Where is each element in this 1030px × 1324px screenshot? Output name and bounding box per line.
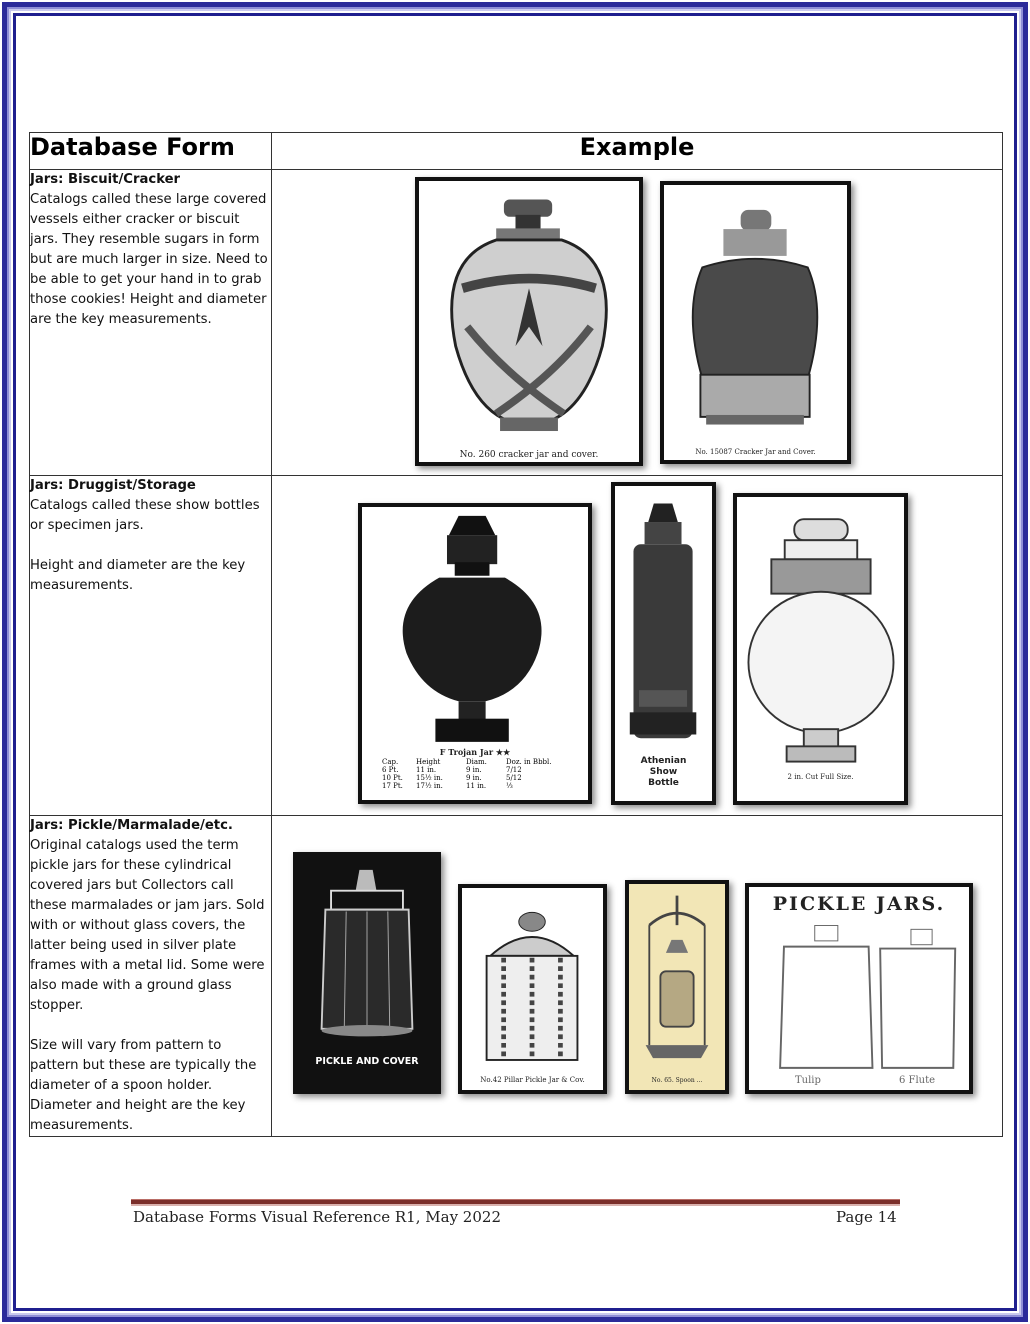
image-caption: No.42 Pillar Pickle Jar & Cov. xyxy=(480,1076,585,1084)
spec-cell: 15½ in. xyxy=(416,774,443,782)
database-form-table xyxy=(29,132,1003,1137)
spec-header-row xyxy=(382,758,582,766)
table-row xyxy=(30,816,1003,1137)
spec-cell: 11 in. xyxy=(416,766,437,774)
image-caption: PICKLE JARS. xyxy=(772,893,946,915)
row-title: Jars: Pickle/Marmalade/etc. xyxy=(30,818,233,833)
row-title: Jars: Biscuit/Cracker xyxy=(30,172,181,187)
spec-row xyxy=(382,774,582,782)
pickle-jars-drawing xyxy=(749,887,969,1090)
spec-table xyxy=(382,758,582,790)
row-title: Jars: Druggist/Storage xyxy=(30,478,196,493)
image-caption: PICKLE AND COVER xyxy=(315,1056,419,1067)
row-examples xyxy=(272,816,1003,1137)
row-description xyxy=(30,476,272,816)
spec-cell: 11 in. xyxy=(466,782,487,790)
athenian-show-bottle-image xyxy=(611,482,716,805)
spec-row xyxy=(382,782,582,790)
spec-row xyxy=(382,766,582,774)
cracker-jar-15087-drawing xyxy=(664,185,847,460)
pickle-castor-drawing xyxy=(629,884,725,1090)
caption-line: Athenian xyxy=(640,756,687,766)
spec-cell: Diam. xyxy=(466,758,487,766)
pillar-pickle-drawing xyxy=(462,888,603,1090)
caption-line: Bottle xyxy=(648,778,679,788)
spec-cell: 9 in. xyxy=(466,774,482,782)
image-caption: No. 65. Spoon ... xyxy=(651,1077,703,1084)
image-caption xyxy=(615,756,712,789)
jar-label: Tulip xyxy=(795,1075,821,1086)
caption-line: Show xyxy=(649,767,678,777)
table-row xyxy=(30,476,1003,816)
specimen-jar-image xyxy=(733,493,908,805)
row-description xyxy=(30,816,272,1137)
table-header-row xyxy=(30,133,1003,170)
image-caption: 2 in. Cut Full Size. xyxy=(787,773,854,781)
spec-cell: Cap. xyxy=(382,758,399,766)
row-body: Original catalogs used the term pickle jars for these cylindrical covered jars but Collectors call these marmalades or jam jars. Sold with or without glass covers, the latter being used in silver plate frames with a metal lid. Some were also made with a ground glass stopper. Size will vary from pattern to pattern but these are typically the diameter of a spoon holder. Diameter and height are the key measurements. xyxy=(30,838,265,1133)
pickle-jars-image xyxy=(745,883,973,1094)
spec-cell: 17 Pt. xyxy=(382,782,403,790)
jar-label: 6 Flute xyxy=(899,1075,936,1086)
image-caption: No. 260 cracker jar and cover. xyxy=(459,450,599,460)
trojan-jar-image xyxy=(358,503,592,804)
spec-cell: 6 Pt. xyxy=(382,766,399,774)
image-caption: No. 15087 Cracker Jar and Cover. xyxy=(695,448,816,456)
row-description xyxy=(30,170,272,476)
row-examples xyxy=(272,170,1003,476)
image-caption: F Trojan Jar ★★ xyxy=(439,747,511,757)
cracker-jar-260-image xyxy=(415,177,643,466)
row-body: Catalogs called these large covered vessels either cracker or biscuit jars. They resemble sugars in form but are much larger in size. Need to be able to get your hand in to grab those cookies! Height and diameter are the key measurements. xyxy=(30,192,268,327)
footer-rule xyxy=(131,1199,900,1204)
cracker-jar-260-drawing xyxy=(419,181,639,462)
header-database-form: Database Form xyxy=(30,133,272,170)
row-examples xyxy=(272,476,1003,816)
pickle-and-cover-image xyxy=(293,852,441,1094)
header-example: Example xyxy=(272,133,1003,170)
pickle-castor-image xyxy=(625,880,729,1094)
spec-cell: ⅓ xyxy=(506,782,513,790)
spec-cell: 9 in. xyxy=(466,766,482,774)
specimen-jar-drawing xyxy=(737,497,904,801)
cracker-jar-15087-image xyxy=(660,181,851,464)
pillar-pickle-jar-image xyxy=(458,884,607,1094)
footer-page-number: Page 14 xyxy=(836,1208,897,1226)
row-body: Catalogs called these show bottles or specimen jars. Height and diameter are the key measurements. xyxy=(30,498,260,593)
spec-cell: Doz. in Bbbl. xyxy=(506,758,552,766)
spec-cell: 7/12 xyxy=(506,766,522,774)
athenian-bottle-drawing xyxy=(615,486,712,801)
spec-cell: 17½ in. xyxy=(416,782,443,790)
pickle-and-cover-drawing xyxy=(297,856,437,1090)
spec-cell: Height xyxy=(416,758,441,766)
spec-cell: 10 Pt. xyxy=(382,774,403,782)
spec-cell: 5/12 xyxy=(506,774,522,782)
table-row xyxy=(30,170,1003,476)
footer-document-title: Database Forms Visual Reference R1, May 2022 xyxy=(133,1208,501,1226)
